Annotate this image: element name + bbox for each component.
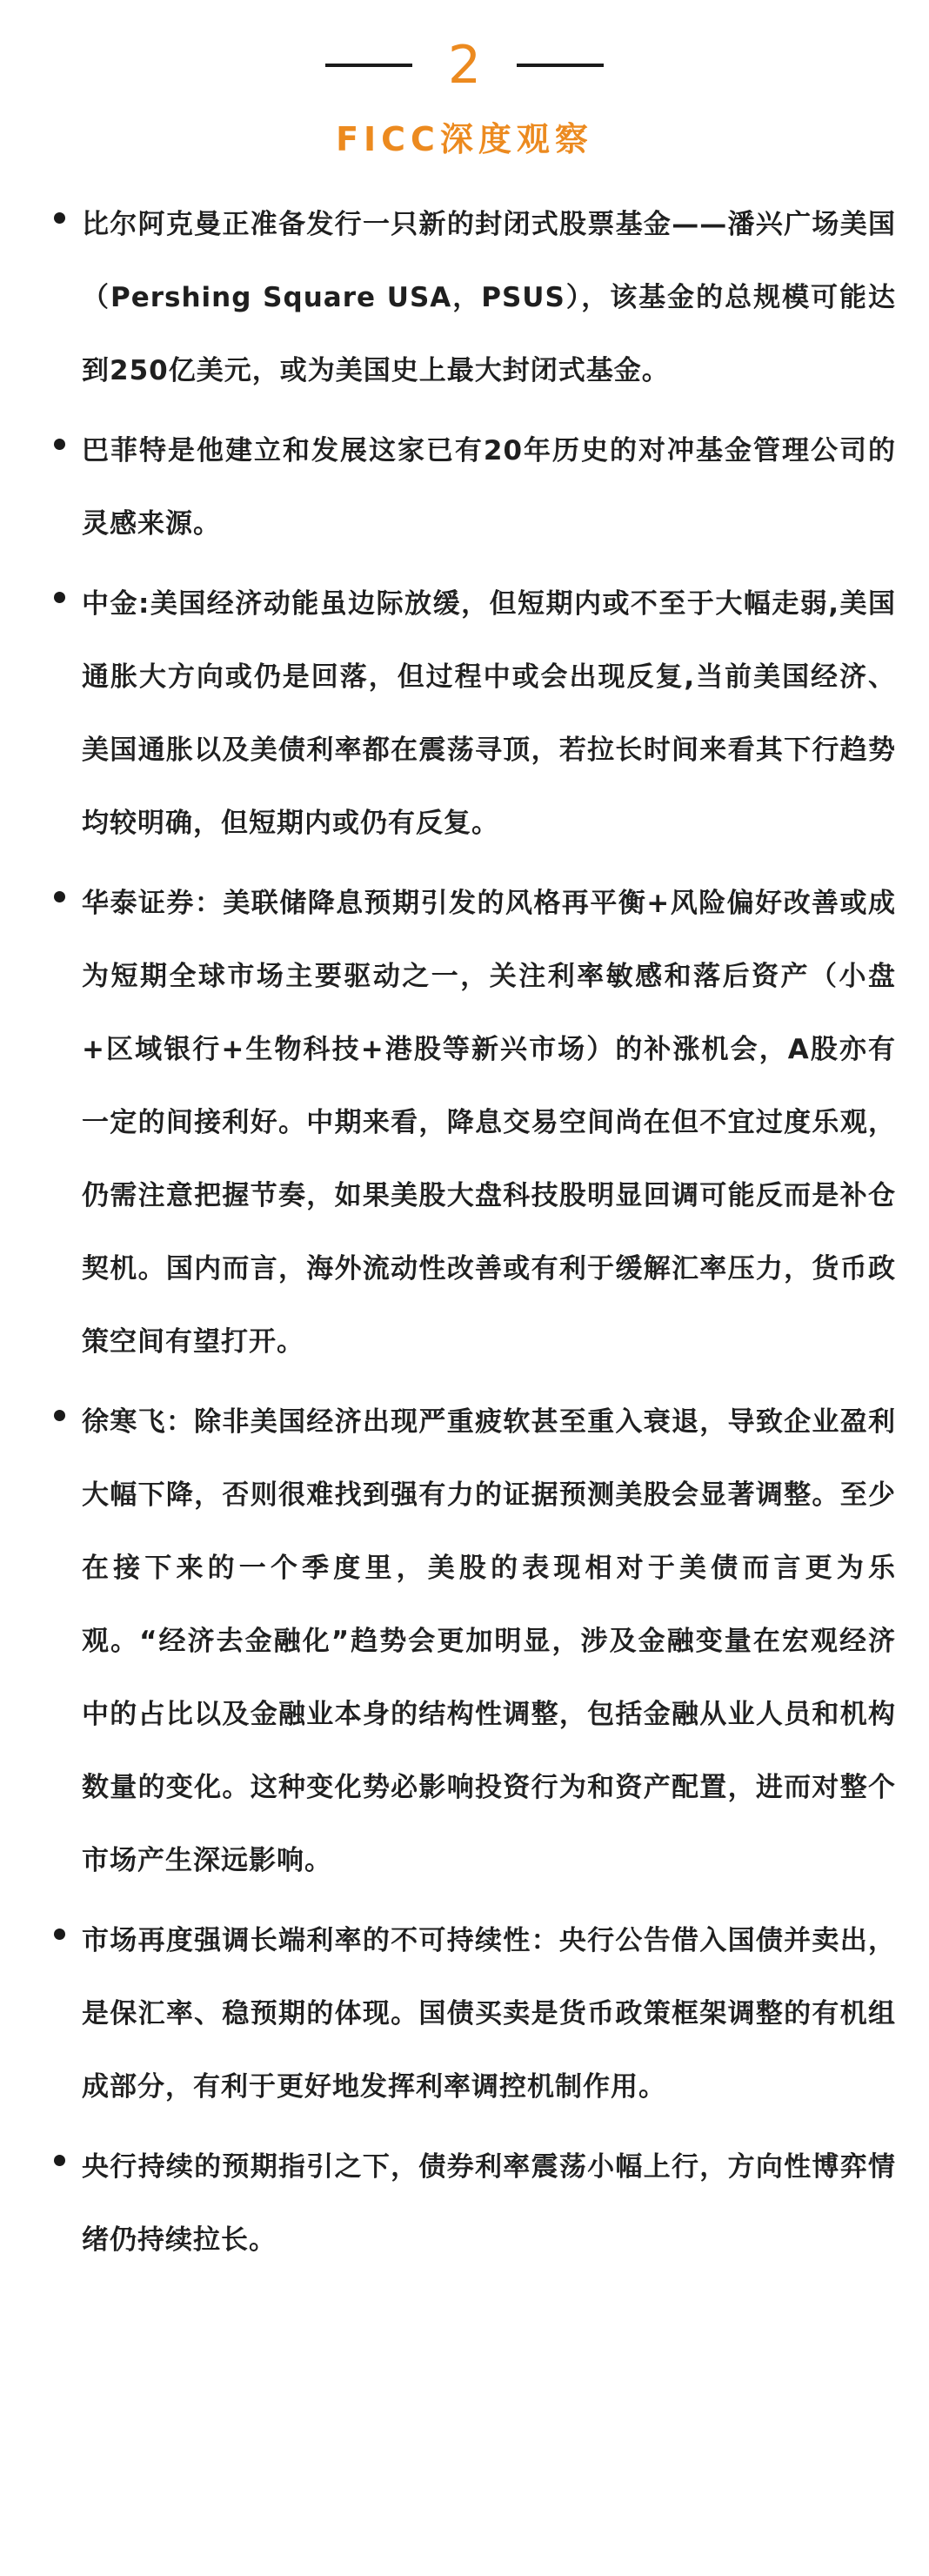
bullet-dot-icon	[54, 2155, 65, 2166]
section-number-row	[0, 26, 929, 104]
list-item-text: 华泰证券：美联储降息预期引发的风格再平衡+风险偏好改善或成为短期全球市场主要驱动之一，关注利率敏感和落后资产（小盘+区域银行+生物科技+港股等新兴市场）的补涨机会，A股亦有一定的间接利好。中期来看，降息交易空间尚在但不宜过度乐观，仍需注意把握节奏，如果美股大盘科技股明显回调可能反而是补仓契机。国内而言，海外流动性改善或有利于缓解汇率压力，货币政策空间有望打开。	[82, 888, 896, 1358]
bullet-dot-icon	[54, 891, 65, 902]
right-divider	[517, 64, 604, 67]
section-header	[0, 0, 929, 174]
bullet-dot-icon	[54, 1929, 65, 1940]
list-item-text: 市场再度强调长端利率的不可持续性：央行公告借入国债并卖出，是保汇率、稳预期的体现。国债买卖是货币政策框架调整的有机组成部分，有利于更好地发挥利率调控机制作用。	[82, 1925, 896, 2103]
list-item-text: 比尔阿克曼正准备发行一只新的封闭式股票基金——潘兴广场美国（Pershing Square USA，PSUS），该基金的总规模可能达到250亿美元，或为美国史上最大封闭式基金。	[82, 209, 896, 386]
list-item	[0, 188, 929, 407]
list-item-text: 中金:美国经济动能虽边际放缓，但短期内或不至于大幅走弱,美国通胀大方向或仍是回落，但过程中或会出现反复,当前美国经济、美国通胀以及美债利率都在震荡寻顶，若拉长时间来看其下行趋势均较明确，但短期内或仍有反复。	[82, 588, 896, 839]
bullet-list	[0, 202, 929, 2298]
section-title: FICC深度观察	[336, 120, 593, 158]
list-item	[0, 414, 929, 560]
list-item	[0, 567, 929, 860]
bullet-dot-icon	[54, 439, 65, 450]
list-item	[0, 1904, 929, 2123]
list-item-text: 巴菲特是他建立和发展这家已有20年历史的对冲基金管理公司的灵感来源。	[82, 435, 896, 540]
list-item	[0, 1385, 929, 1897]
bullet-dot-icon	[54, 1410, 65, 1421]
list-item-text: 央行持续的预期指引之下，债券利率震荡小幅上行，方向性博弈情绪仍持续拉长。	[82, 2151, 896, 2256]
list-item	[0, 867, 929, 1379]
list-item-text: 徐寒飞：除非美国经济出现严重疲软甚至重入衰退，导致企业盈利大幅下降，否则很难找到强有力的证据预测美股会显著调整。至少在接下来的一个季度里，美股的表现相对于美债而言更为乐观。“经济去金融化”趋势会更加明显，涉及金融变量在宏观经济中的占比以及金融业本身的结构性调整，包括金融从业人员和机构数量的变化。这种变化势必影响投资行为和资产配置，进而对整个市场产生深远影响。	[82, 1406, 896, 1876]
section-number: 2	[447, 35, 482, 96]
left-divider	[325, 64, 412, 67]
bullet-dot-icon	[54, 592, 65, 603]
list-item	[0, 2130, 929, 2277]
bullet-dot-icon	[54, 212, 65, 224]
